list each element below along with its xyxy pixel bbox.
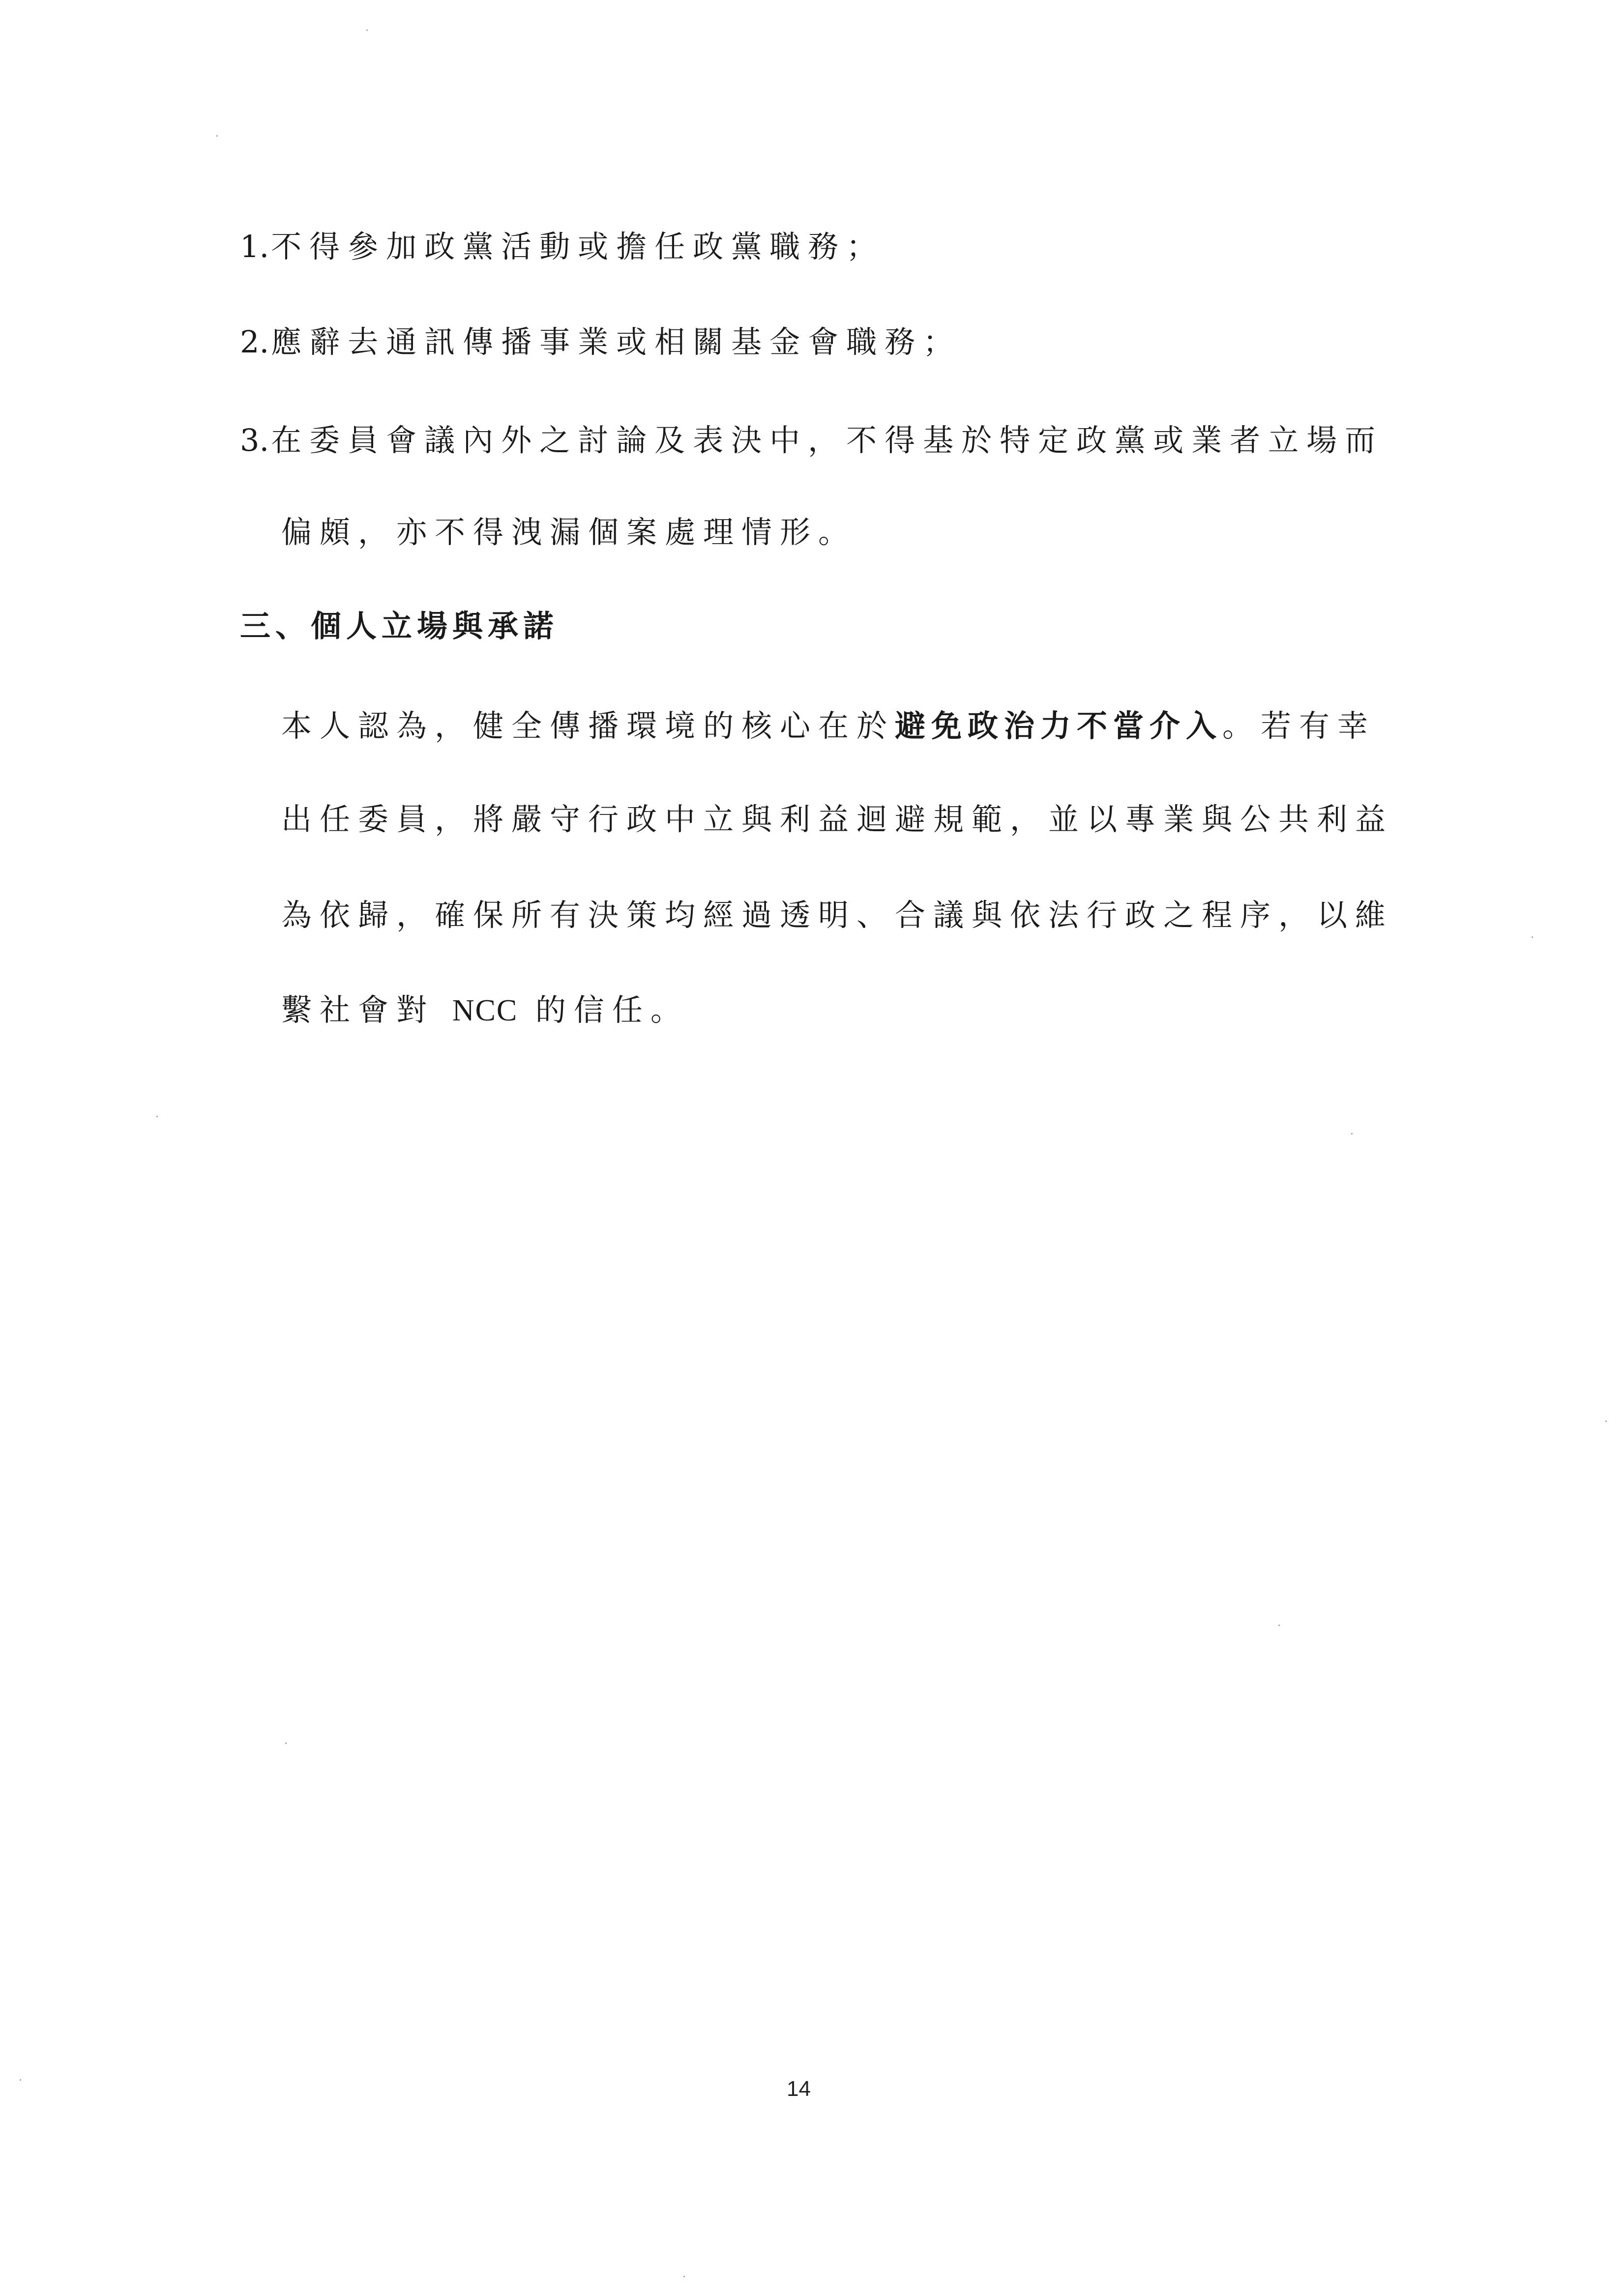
scan-speck (1532, 936, 1533, 938)
paragraph-text: 繫社會對 (281, 992, 452, 1028)
paragraph-text: 本人認為，健全傳播環境的核心在於 (281, 708, 895, 744)
paragraph-line-4 (281, 990, 689, 1030)
list-item-3 (240, 421, 1383, 460)
list-item-1 (240, 227, 885, 266)
list-item-2 (240, 322, 961, 362)
paragraph-line-2: 出任委員，將嚴守行政中立與利益迴避規範，並以專業與公共利益 (281, 801, 1394, 837)
list-item-number: 3. (240, 422, 269, 458)
scan-speck (683, 2276, 685, 2277)
scan-speck (285, 1743, 287, 1744)
scan-speck (156, 1116, 158, 1117)
paragraph-line-1 (281, 706, 1376, 746)
list-item-number: 2. (240, 324, 269, 360)
paragraph-text: 的信任。 (518, 992, 689, 1028)
acronym-text: NCC (452, 994, 518, 1027)
scan-speck (1278, 1625, 1280, 1626)
section-heading: 三、個人立場與承諾 (240, 608, 559, 644)
list-item-number: 1. (240, 229, 269, 264)
paragraph-text: 。若有幸 (1222, 708, 1376, 744)
list-item-3-continuation: 偏頗，亦不得洩漏個案處理情形。 (281, 514, 857, 550)
list-item-text: 不得參加政黨活動或擔任政黨職務； (271, 229, 885, 264)
emphasis-text: 避免政治力不當介入 (895, 708, 1223, 744)
scan-speck (216, 135, 218, 137)
list-item-text: 應辭去通訊傳播事業或相關基金會職務； (271, 324, 962, 360)
list-item-text: 在委員會議內外之討論及表決中，不得基於特定政黨或業者立場而 (271, 422, 1384, 458)
scan-speck (1351, 1133, 1353, 1134)
scan-speck (1605, 1421, 1607, 1422)
scan-speck (366, 29, 368, 31)
scan-speck (20, 2079, 21, 2081)
page-number: 14 (787, 2077, 811, 2101)
paragraph-line-3: 為依歸，確保所有決策均經過透明、合議與依法行政之程序，以維 (281, 897, 1394, 933)
